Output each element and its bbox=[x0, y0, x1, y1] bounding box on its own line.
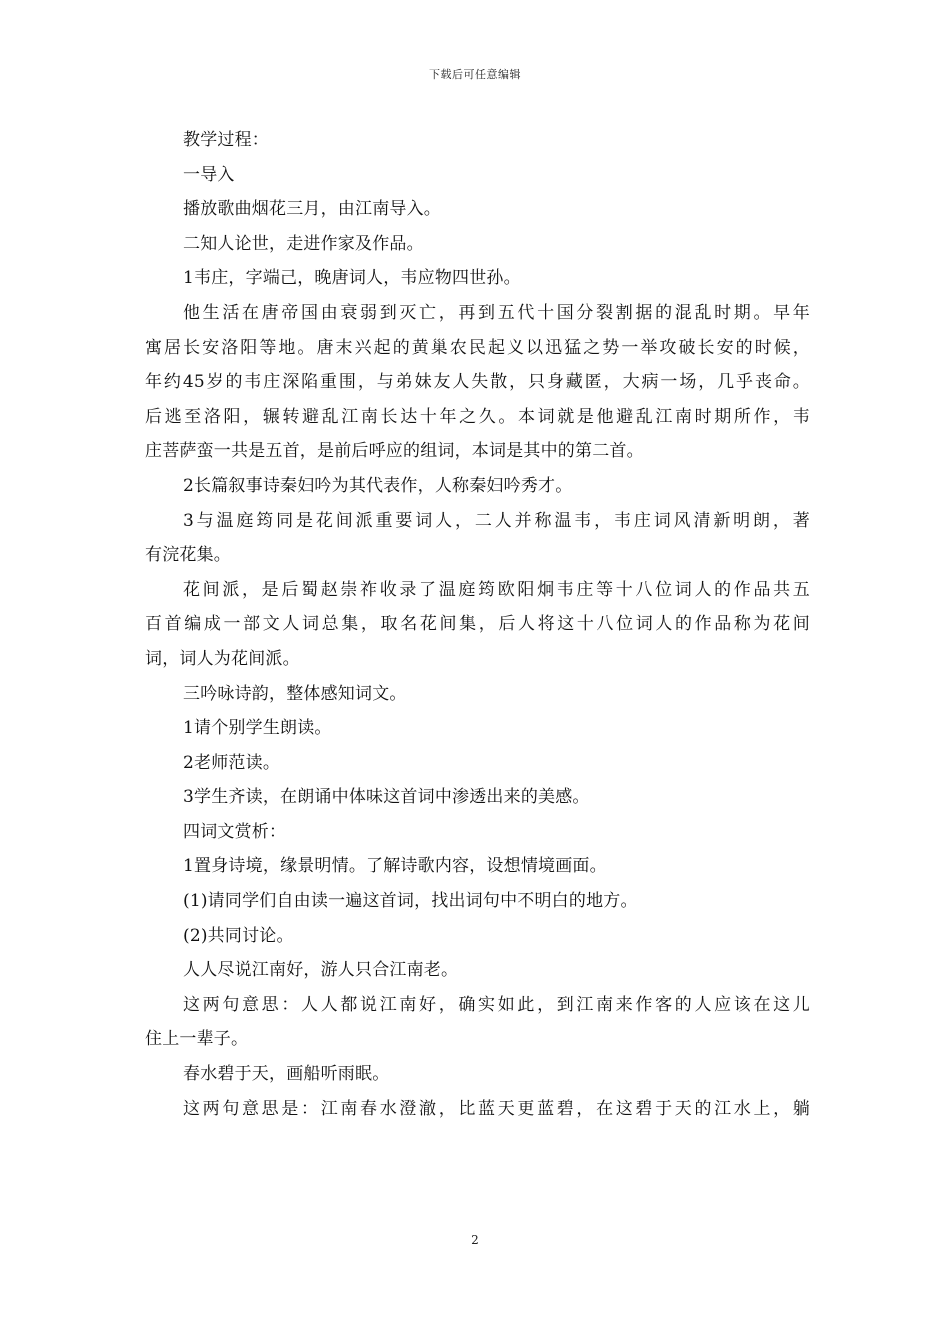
text-line: 寓居长安洛阳等地。唐末兴起的黄巢农民起义以迅猛之势一举攻破长安的时候， bbox=[145, 337, 810, 358]
text-line: 词，词人为花间派。 bbox=[145, 648, 300, 669]
text-line: 3学生齐读，在朗诵中体味这首词中渗透出来的美感。 bbox=[183, 787, 590, 808]
text-line: 春水碧于天，画船听雨眠。 bbox=[183, 1064, 390, 1085]
text-line: 播放歌曲烟花三月，由江南导入。 bbox=[183, 199, 441, 220]
document-body bbox=[145, 123, 810, 1126]
text-line: (1)请同学们自由读一遍这首词，找出词句中不明白的地方。 bbox=[183, 891, 638, 912]
text-line: 2长篇叙事诗秦妇吟为其代表作，人称秦妇吟秀才。 bbox=[183, 475, 573, 496]
text-line: 后逃至洛阳，辗转避乱江南长达十年之久。本词就是他避乱江南时期所作，韦 bbox=[145, 406, 810, 427]
text-line: 庄菩萨蛮一共是五首，是前后呼应的组词，本词是其中的第二首。 bbox=[145, 441, 644, 462]
page-number: 2 bbox=[471, 1233, 479, 1247]
text-line: 二知人论世，走进作家及作品。 bbox=[183, 233, 424, 254]
text-line: 人人尽说江南好，游人只合江南老。 bbox=[183, 960, 459, 981]
text-line: (2)共同讨论。 bbox=[183, 925, 294, 946]
text-line: 花间派，是后蜀赵崇祚收录了温庭筠欧阳炯韦庄等十八位词人的作品共五 bbox=[183, 579, 810, 600]
text-line: 这两句意思：人人都说江南好，确实如此，到江南来作客的人应该在这儿 bbox=[183, 994, 810, 1015]
text-line: 百首编成一部文人词总集，取名花间集，后人将这十八位词人的作品称为花间 bbox=[145, 614, 810, 635]
text-line: 2老师范读。 bbox=[183, 752, 281, 773]
text-line: 他生活在唐帝国由衰弱到灭亡，再到五代十国分裂割据的混乱时期。早年 bbox=[183, 302, 810, 323]
text-line: 三吟咏诗韵，整体感知词文。 bbox=[183, 683, 407, 704]
text-line: 住上一辈子。 bbox=[145, 1029, 249, 1050]
text-line: 这两句意思是：江南春水澄澈，比蓝天更蓝碧，在这碧于天的江水上，躺 bbox=[183, 1098, 810, 1119]
text-line: 四词文赏析： bbox=[183, 821, 287, 842]
text-line: 一导入 bbox=[183, 164, 235, 185]
text-line: 年约45岁的韦庄深陷重围，与弟妹友人失散，只身藏匿，大病一场，几乎丧命。 bbox=[145, 372, 810, 393]
text-line: 3与温庭筠同是花间派重要词人，二人并称温韦，韦庄词风清新明朗，著 bbox=[183, 510, 810, 531]
text-line: 有浣花集。 bbox=[145, 545, 231, 566]
text-line: 教学过程： bbox=[183, 130, 269, 150]
text-line: 1请个别学生朗读。 bbox=[183, 718, 332, 739]
page-header: 下载后可任意编辑 bbox=[429, 68, 521, 81]
text-line: 1韦庄，字端己，晚唐词人，韦应物四世孙。 bbox=[183, 268, 521, 289]
text-line: 1置身诗境，缘景明情。了解诗歌内容，设想情境画面。 bbox=[183, 856, 607, 877]
